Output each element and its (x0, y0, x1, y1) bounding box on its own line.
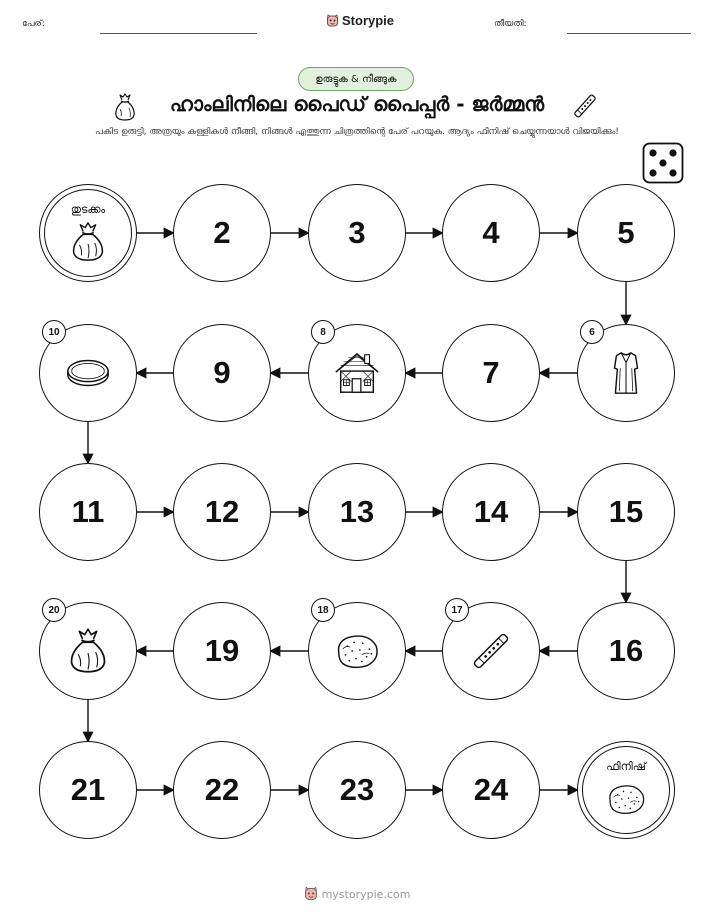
space-number-tag: 18 (311, 598, 335, 622)
start-label: തുടക്കം (70, 203, 106, 216)
game-type-badge: ഉരുട്ടുക & നീങ്ങുക (298, 67, 414, 91)
storypie-logo-icon (304, 886, 318, 902)
robe-icon (602, 349, 650, 401)
space-number: 5 (617, 215, 635, 250)
space-number: 16 (608, 633, 644, 668)
board-space-11[interactable] (39, 463, 137, 561)
brand-name: Storypie (342, 13, 395, 28)
footer (0, 886, 714, 902)
space-number: 15 (608, 494, 644, 529)
space-number: 11 (71, 494, 105, 529)
space-number-tag: 20 (42, 598, 66, 622)
space-number: 7 (482, 355, 500, 390)
space-number: 21 (70, 772, 106, 807)
bread-icon (605, 778, 647, 824)
board-space-21[interactable] (39, 741, 137, 839)
money-bag-icon (67, 221, 109, 267)
board-space-15[interactable] (577, 463, 675, 561)
name-label: പേര്: (22, 19, 45, 29)
cottage-icon (333, 349, 381, 401)
board-space-4[interactable] (442, 184, 540, 282)
footer-url[interactable]: mystorypie.com (321, 887, 411, 901)
instructions: പകിട ഉരുട്ടി, അത്രയും കള്ളികൾ നീങ്ങി, നിങ്ങൾ എത്തുന്ന ചിത്രത്തിന്റെ പേര് പറയുക. ആദ്യം ഫിനിഷ് ചെയ്യുന്നയാൾ വിജയിക്കും! (95, 127, 619, 137)
board-space-7[interactable] (442, 324, 540, 422)
money-bag-icon (64, 627, 112, 679)
space-number: 12 (204, 494, 240, 529)
board-space-3[interactable] (308, 184, 406, 282)
space-number-tag: 10 (42, 320, 66, 344)
coin-icon (64, 349, 112, 401)
space-number: 4 (482, 215, 500, 250)
space-number: 9 (213, 355, 231, 390)
space-number: 2 (213, 215, 231, 250)
space-number: 3 (348, 215, 366, 250)
page-title: ഹാംലിനിലെ പൈഡ് പൈപ്പർ - ജർമ്മൻ (169, 92, 545, 116)
flute-icon (467, 627, 515, 679)
bread-icon (333, 627, 381, 679)
start-space[interactable] (39, 184, 137, 282)
space-number: 24 (473, 772, 509, 807)
board-space-5[interactable] (577, 184, 675, 282)
board-space-19[interactable] (173, 602, 271, 700)
board-space-24[interactable] (442, 741, 540, 839)
space-number-tag: 17 (445, 598, 469, 622)
board-space-13[interactable] (308, 463, 406, 561)
space-number-tag: 8 (311, 320, 335, 344)
board-space-22[interactable] (173, 741, 271, 839)
space-number: 22 (204, 772, 240, 807)
space-number: 23 (339, 772, 375, 807)
space-number: 14 (473, 494, 509, 529)
board-space-2[interactable] (173, 184, 271, 282)
board-space-9[interactable] (173, 324, 271, 422)
finish-label: ഫിനിഷ് (606, 760, 646, 773)
board-space-23[interactable] (308, 741, 406, 839)
finish-space[interactable] (577, 741, 675, 839)
date-label: തീയതി: (494, 19, 527, 29)
board-space-16[interactable] (577, 602, 675, 700)
board-space-14[interactable] (442, 463, 540, 561)
board-space-12[interactable] (173, 463, 271, 561)
space-number: 13 (339, 494, 375, 529)
space-number: 19 (204, 633, 240, 668)
space-number-tag: 6 (580, 320, 604, 344)
